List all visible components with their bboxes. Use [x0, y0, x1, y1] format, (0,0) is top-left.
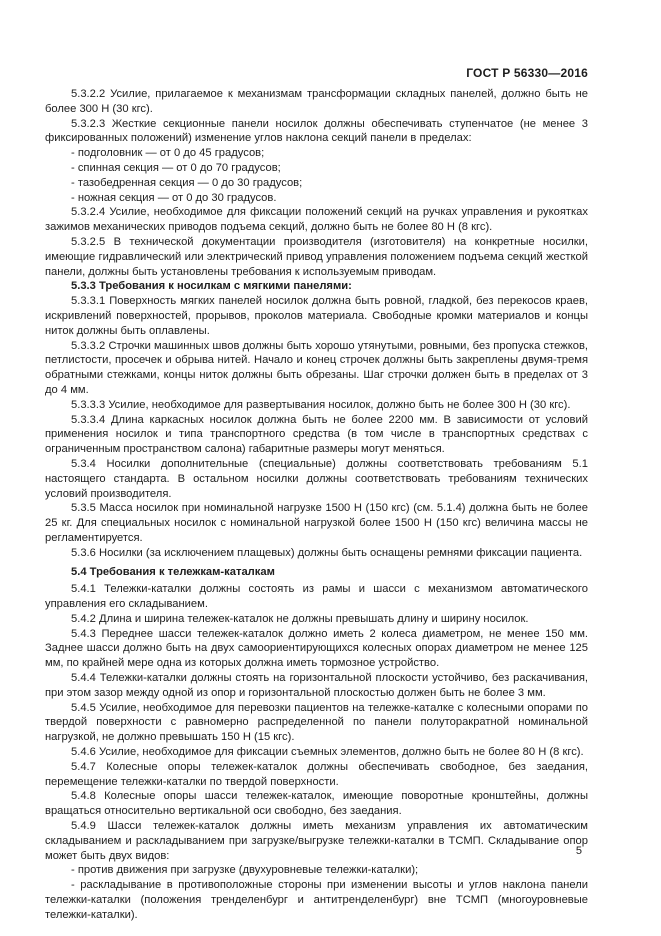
paragraph: 5.3.3.3 Усилие, необходимое для развертывания носилок, должно быть не более 300 Н (30 кгс). [71, 398, 571, 411]
paragraph: 5.3.4 Носилки дополнительные (специальные) должны соответствовать требованиям 5.1 настоящего стандарта. В остальном носилки должны соответствовать требованиям технических условий производителя. [45, 457, 588, 500]
document-code-header: ГОСТ Р 56330—2016 [466, 66, 588, 80]
list-item: - ножная секция — от 0 до 30 градусов. [71, 191, 277, 204]
section-heading: 5.3.3 Требования к носилкам с мягкими панелями: [71, 280, 352, 293]
paragraph: 5.4.9 Шасси тележек-каталок должны иметь механизм управления их автоматическим складыванием и раскладыванием при загрузке/выгрузке тележки-каталки в ТСМП. Складывание опор может быть двух видов: [45, 820, 588, 862]
list-item: - против движения при загрузке (двухуровневые тележки-каталки); [71, 864, 419, 877]
list-item: - раскладывание в противоположные стороны при изменении высоты и углов наклона панели тележки-каталки (положения тренделенбург и антитренделенбург) вне ТСМП (многоуровневые тележки-каталки). [45, 879, 588, 921]
paragraph: 5.4.6 Усилие, необходимое для фиксации съемных элементов, должно быть не более 80 Н (8 кгс). [71, 746, 584, 759]
paragraph: 5.4.8 Колесные опоры шасси тележек-каталок, имеющие поворотные кронштейны, должны вращаться относительно вертикальной оси свободно, без заедания. [45, 790, 588, 818]
paragraph: 5.4.2 Длина и ширина тележек-каталок не должны превышать длину и ширину носилок. [71, 612, 529, 625]
paragraph: 5.4.1 Тележки-каталки должны состоять из рамы и шасси с механизмом автоматического управления его складыванием. [45, 583, 588, 611]
paragraph: 5.3.3.2 Строчки машинных швов должны быть хорошо утянутыми, ровными, без пропуска стежков, петлистости, просечек и обрыва нитей. Начало и конец строчек должны быть закреплены двумя-тремя обратными стежками, концы ниток должны быть обрезаны. Шаг строчки должен быть в пределах от 3 до 4 мм. [45, 339, 588, 396]
paragraph: 5.3.5 Масса носилок при номинальной нагрузке 1500 Н (150 кгс) (см. 5.1.4) должна быть не более 25 кг. Для специальных носилок с номинальной нагрузкой более 1500 Н (150 кгс) величина массы не регламентируется. [45, 502, 588, 544]
paragraph: 5.3.3.1 Поверхность мягких панелей носилок должна быть ровной, гладкой, без перекосов краев, искривлений поверхностей, прорывов, проколов материала. Свободные кромки материалов и концы ниток должны быть оплавлены. [45, 295, 588, 337]
paragraph: 5.3.2.2 Усилие, прилагаемое к механизмам трансформации складных панелей, должно быть не более 300 Н (30 кгс). [45, 88, 588, 115]
paragraph: 5.4.7 Колесные опоры тележек-каталок должны обеспечивать свободное, без заедания, перемещение тележки-каталки по твердой поверхности. [45, 760, 588, 788]
paragraph: 5.3.2.3 Жесткие секционные панели носилок должны обеспечивать ступенчатое (не менее 3 фиксированных положений) изменение углов наклона секций панели в пределах: [45, 117, 588, 145]
list-item: - подголовник — от 0 до 45 градусов; [71, 147, 265, 160]
list-item: - тазобедренная секция — 0 до 30 градусов; [71, 176, 303, 189]
section-heading: 5.4 Требования к тележкам-каталкам [71, 565, 275, 578]
page-number: 5 [575, 845, 582, 857]
list-item: - спинная секция — от 0 до 70 градусов; [71, 161, 281, 174]
paragraph: 5.4.5 Усилие, необходимое для перевозки пациентов на тележке-каталке с колесными опорами по твердой поверхности с равномерно распределенной по панели полуторакратной номинальной нагрузкой, не должно превышать 150 Н (15 кгс). [45, 701, 588, 744]
paragraph: 5.3.2.4 Усилие, необходимое для фиксации положений секций на ручках управления и рукоятках зажимов механических приводов подъема секций, должно быть не более 80 Н (8 кгс). [45, 206, 588, 234]
paragraph: 5.3.2.5 В технической документации производителя (изготовителя) на конкретные носилки, имеющие гидравлический или электрический привод управления положением подъема секций жесткой панели, должны быть установлены требования к используемым приводам. [45, 235, 588, 278]
paragraph: 5.4.4 Тележки-каталки должны стоять на горизонтальной плоскости устойчиво, без раскачивания, при этом зазор между одной из опор и горизонтальной плоскостью должен быть не более 3 мм. [45, 672, 588, 699]
document-body [45, 87, 588, 923]
paragraph: 5.3.3.4 Длина каркасных носилок должна быть не более 2200 мм. В зависимости от условий применения носилок и типа транспортного средства (в том числе в транспортных средствах с ограниченным пространством салона) габаритные размеры могут меняться. [45, 413, 588, 456]
paragraph: 5.4.3 Переднее шасси тележек-каталок должно иметь 2 колеса диаметром, не менее 150 мм. Заднее шасси должно быть на двух самоориентирующихся колесных опорах диаметром не менее 125 мм, по крайней мере одна из которых должна иметь тормозное устройство. [45, 627, 588, 670]
paragraph: 5.3.6 Носилки (за исключением плащевых) должны быть оснащены ремнями фиксации пациента. [71, 546, 583, 559]
